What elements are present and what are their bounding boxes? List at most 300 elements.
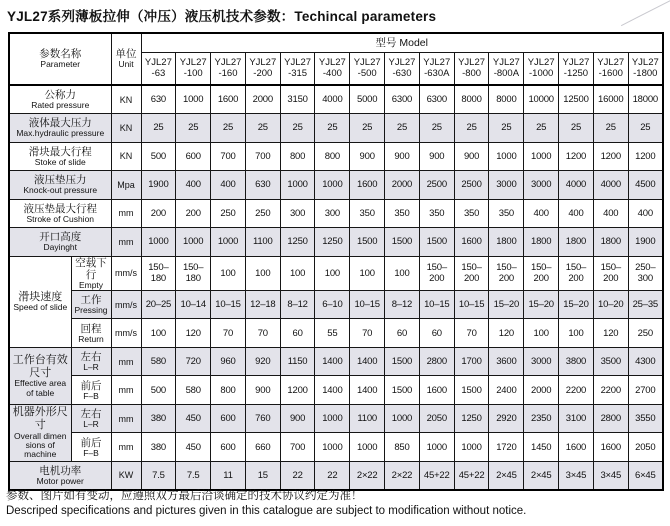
value-cell: 15 — [245, 461, 280, 490]
value-cell: 2000 — [385, 171, 420, 200]
value-cell: 120 — [176, 319, 211, 348]
value-cell: 1500 — [350, 228, 385, 257]
model-name-suffix: -200 — [253, 68, 273, 80]
value-cell: 1000 — [176, 228, 211, 257]
value-cell: 450 — [176, 404, 211, 433]
value-cell: 2×22 — [385, 461, 420, 490]
value-cell: 3×45 — [559, 461, 594, 490]
value-cell: 700 — [245, 142, 280, 171]
value-cell: 10–15 — [211, 290, 246, 319]
model-name-prefix: YJL27 — [597, 56, 625, 68]
unit-cell: mm — [111, 376, 141, 405]
table-row — [9, 461, 663, 490]
group-label-cell — [9, 347, 71, 404]
model-name-prefix: YJL27 — [284, 56, 312, 68]
value-cell: 25 — [176, 114, 211, 143]
value-cell: 200 — [141, 199, 176, 228]
value-cell: 600 — [176, 142, 211, 171]
footnote — [6, 489, 526, 519]
parameter-label-cell — [9, 171, 111, 200]
value-cell: 2700 — [628, 376, 663, 405]
sub-label-cell — [71, 433, 111, 462]
model-name-prefix: YJL27 — [353, 56, 381, 68]
sub-label-cell — [71, 319, 111, 348]
value-cell: 3100 — [559, 404, 594, 433]
value-cell: 400 — [559, 199, 594, 228]
model-name-cell — [211, 52, 246, 85]
label-en: Overall dimen sions of machine — [14, 430, 67, 460]
model-name-prefix: YJL27 — [179, 56, 207, 68]
table-header — [9, 33, 663, 85]
value-cell: 1200 — [593, 142, 628, 171]
value-cell: 1200 — [559, 142, 594, 171]
model-name-suffix: -1800 — [633, 68, 658, 80]
model-name-cell — [559, 52, 594, 85]
value-cell: 600 — [211, 404, 246, 433]
model-name-suffix: -1600 — [598, 68, 623, 80]
value-cell: 2800 — [593, 404, 628, 433]
label-cn: 前后 — [80, 436, 102, 449]
value-cell: 3550 — [628, 404, 663, 433]
model-name-suffix: -160 — [218, 68, 238, 80]
value-cell: 300 — [315, 199, 350, 228]
value-cell: 120 — [489, 319, 524, 348]
value-cell: 500 — [141, 142, 176, 171]
value-cell: 2×45 — [524, 461, 559, 490]
model-name-prefix: YJL27 — [458, 56, 486, 68]
value-cell: 25 — [628, 114, 663, 143]
value-cell: 16000 — [593, 85, 628, 114]
value-cell: 1450 — [524, 433, 559, 462]
value-cell: 60 — [419, 319, 454, 348]
value-cell: 1800 — [489, 228, 524, 257]
label-en: F–B — [83, 447, 99, 458]
value-cell: 25 — [245, 114, 280, 143]
label-cn: 左右 — [80, 351, 102, 364]
model-header-cell — [141, 33, 663, 52]
value-cell: 200 — [176, 199, 211, 228]
model-name-cell — [176, 52, 211, 85]
table-row — [9, 347, 663, 376]
value-cell: 25–35 — [628, 290, 663, 319]
value-cell: 1000 — [211, 228, 246, 257]
label-cn: 机器外形尺寸 — [12, 406, 68, 431]
label-en: Stroke of Cushion — [26, 213, 95, 224]
sub-label-cell — [71, 347, 111, 376]
model-header-label: 型号 Model — [375, 37, 428, 50]
value-cell: 1250 — [454, 404, 489, 433]
value-cell: 25 — [315, 114, 350, 143]
value-cell: 100 — [315, 256, 350, 290]
value-cell: 1000 — [280, 171, 315, 200]
value-cell: 4000 — [593, 171, 628, 200]
label-cn: 工作台有效尺寸 — [12, 353, 68, 379]
sub-label-cell — [71, 376, 111, 405]
value-cell: 3500 — [593, 347, 628, 376]
value-cell: 25 — [280, 114, 315, 143]
label-en: Return — [78, 333, 104, 344]
model-name-cell — [454, 52, 489, 85]
unit-cell: mm — [111, 199, 141, 228]
value-cell: 25 — [524, 114, 559, 143]
value-cell: 1000 — [385, 404, 420, 433]
value-cell: 70 — [245, 319, 280, 348]
label-cn: 滑块速度 — [18, 290, 63, 303]
value-cell: 1800 — [524, 228, 559, 257]
unit-cell: mm/s — [111, 256, 141, 290]
model-name-cell — [315, 52, 350, 85]
value-cell: 900 — [280, 404, 315, 433]
model-name-suffix: -400 — [322, 68, 342, 80]
value-cell: 350 — [454, 199, 489, 228]
value-cell: 1700 — [454, 347, 489, 376]
table-row — [9, 114, 663, 143]
label-en: Speed of slide — [13, 302, 68, 313]
value-cell: 1800 — [593, 228, 628, 257]
model-name-prefix: YJL27 — [214, 56, 242, 68]
label-cn: 空载下行 — [75, 256, 107, 281]
label-cn: 液压垫最大行程 — [23, 202, 97, 215]
parameter-label-cell — [9, 114, 111, 143]
model-name-suffix: -630A — [424, 68, 450, 80]
value-cell: 1500 — [385, 228, 420, 257]
label-cn: 工作 — [80, 294, 102, 307]
table-row — [9, 142, 663, 171]
footnote-cn: 参数、图片如有变动，应遵照双方最后洽谈确定的技术协议约定为准！ — [6, 490, 363, 502]
label-cn: 回程 — [80, 322, 102, 335]
value-cell: 2000 — [524, 376, 559, 405]
model-name-prefix: YJL27 — [562, 56, 590, 68]
unit-cell: KN — [111, 85, 141, 114]
value-cell: 150–180 — [141, 256, 176, 290]
value-cell: 10–15 — [454, 290, 489, 319]
page-title: YJL27系列薄板拉伸（冲压）液压机技术参数：Techincal parameters — [7, 9, 437, 24]
value-cell: 70 — [211, 319, 246, 348]
parameter-label-cell — [9, 199, 111, 228]
value-cell: 850 — [385, 433, 420, 462]
value-cell: 25 — [385, 114, 420, 143]
value-cell: 22 — [280, 461, 315, 490]
value-cell: 350 — [419, 199, 454, 228]
value-cell: 1800 — [559, 228, 594, 257]
value-cell: 10–20 — [593, 290, 628, 319]
value-cell: 1000 — [141, 228, 176, 257]
value-cell: 1400 — [315, 347, 350, 376]
value-cell: 380 — [141, 404, 176, 433]
value-cell: 500 — [141, 376, 176, 405]
parameter-header-cell — [9, 33, 111, 85]
value-cell: 250–300 — [628, 256, 663, 290]
value-cell: 100 — [141, 319, 176, 348]
value-cell: 1000 — [315, 433, 350, 462]
label-cn: 滑块最大行程 — [28, 145, 92, 158]
value-cell: 12500 — [559, 85, 594, 114]
model-name-suffix: -500 — [357, 68, 377, 80]
value-cell: 300 — [280, 199, 315, 228]
value-cell: 1200 — [280, 376, 315, 405]
table-row — [9, 319, 663, 348]
group-label-cell — [9, 404, 71, 461]
unit-cell: mm/s — [111, 319, 141, 348]
value-cell: 2800 — [419, 347, 454, 376]
value-cell: 11 — [211, 461, 246, 490]
value-cell: 60 — [280, 319, 315, 348]
model-name-prefix: YJL27 — [144, 56, 172, 68]
value-cell: 2920 — [489, 404, 524, 433]
model-name-prefix: YJL27 — [492, 56, 520, 68]
model-name-cell — [628, 52, 663, 85]
label-cn: 公称力 — [44, 88, 76, 101]
unit-cell: KN — [111, 142, 141, 171]
value-cell: 20–25 — [141, 290, 176, 319]
value-cell: 1000 — [454, 433, 489, 462]
unit-cell: Mpa — [111, 171, 141, 200]
model-name-cell — [419, 52, 454, 85]
label-en: L–R — [83, 362, 99, 373]
value-cell: 1250 — [315, 228, 350, 257]
model-name-prefix: YJL27 — [631, 56, 659, 68]
value-cell: 380 — [141, 433, 176, 462]
value-cell: 7.5 — [176, 461, 211, 490]
unit-cell: KN — [111, 114, 141, 143]
value-cell: 1600 — [419, 376, 454, 405]
value-cell: 1000 — [489, 142, 524, 171]
value-cell: 100 — [559, 319, 594, 348]
value-cell: 6–10 — [315, 290, 350, 319]
group-label-cell — [9, 256, 71, 347]
value-cell: 800 — [211, 376, 246, 405]
value-cell: 45+22 — [419, 461, 454, 490]
label-cn: 电机功率 — [39, 464, 82, 477]
label-en: Stoke of slide — [34, 156, 86, 167]
value-cell: 1000 — [419, 433, 454, 462]
value-cell: 400 — [628, 199, 663, 228]
value-cell: 350 — [489, 199, 524, 228]
unit-cell: mm — [111, 347, 141, 376]
value-cell: 960 — [211, 347, 246, 376]
value-cell: 25 — [489, 114, 524, 143]
value-cell: 4000 — [559, 171, 594, 200]
table-row — [9, 85, 663, 114]
value-cell: 1600 — [559, 433, 594, 462]
value-cell: 2×45 — [489, 461, 524, 490]
value-cell: 3×45 — [593, 461, 628, 490]
model-name-cell — [524, 52, 559, 85]
value-cell: 100 — [385, 256, 420, 290]
model-name-prefix: YJL27 — [249, 56, 277, 68]
label-en: Pressing — [74, 305, 108, 316]
value-cell: 7.5 — [141, 461, 176, 490]
value-cell: 2500 — [419, 171, 454, 200]
value-cell: 6×45 — [628, 461, 663, 490]
value-cell: 70 — [350, 319, 385, 348]
value-cell: 1000 — [524, 142, 559, 171]
value-cell: 18000 — [628, 85, 663, 114]
value-cell: 15–20 — [489, 290, 524, 319]
value-cell: 2200 — [593, 376, 628, 405]
value-cell: 900 — [245, 376, 280, 405]
table-row — [9, 171, 663, 200]
label-cn: 液压垫压力 — [34, 174, 87, 187]
value-cell: 10–15 — [350, 290, 385, 319]
value-cell: 250 — [628, 319, 663, 348]
table-row — [9, 376, 663, 405]
label-cn: 液体最大压力 — [28, 117, 92, 130]
model-name-suffix: -630 — [392, 68, 412, 80]
value-cell: 3000 — [489, 171, 524, 200]
value-cell: 100 — [350, 256, 385, 290]
label-en: Effective area of table — [14, 378, 67, 398]
value-cell: 2400 — [489, 376, 524, 405]
parameter-label-cell — [9, 85, 111, 114]
value-cell: 22 — [315, 461, 350, 490]
footnote-en: Descriped specifications and pictures given in this catalogue are subject to modification without notice. — [6, 504, 527, 517]
value-cell: 55 — [315, 319, 350, 348]
model-name-cell — [350, 52, 385, 85]
value-cell: 150–200 — [524, 256, 559, 290]
value-cell: 2500 — [454, 171, 489, 200]
value-cell: 1500 — [454, 376, 489, 405]
value-cell: 600 — [211, 433, 246, 462]
model-name-suffix: -315 — [288, 68, 308, 80]
value-cell: 3800 — [559, 347, 594, 376]
unit-cell: mm — [111, 228, 141, 257]
unit-header-en: Unit — [118, 59, 134, 70]
value-cell: 8–12 — [280, 290, 315, 319]
value-cell: 920 — [245, 347, 280, 376]
value-cell: 6300 — [385, 85, 420, 114]
model-name-cell — [245, 52, 280, 85]
value-cell: 8–12 — [385, 290, 420, 319]
model-name-prefix: YJL27 — [318, 56, 346, 68]
value-cell: 580 — [176, 376, 211, 405]
value-cell: 580 — [141, 347, 176, 376]
value-cell: 3000 — [524, 171, 559, 200]
value-cell: 800 — [280, 142, 315, 171]
value-cell: 1900 — [141, 171, 176, 200]
value-cell: 1500 — [385, 376, 420, 405]
value-cell: 630 — [141, 85, 176, 114]
value-cell: 15–20 — [524, 290, 559, 319]
value-cell: 1720 — [489, 433, 524, 462]
value-cell: 150–200 — [593, 256, 628, 290]
value-cell: 1000 — [315, 171, 350, 200]
table-row — [9, 290, 663, 319]
value-cell: 400 — [524, 199, 559, 228]
value-cell: 12–18 — [245, 290, 280, 319]
value-cell: 1600 — [350, 171, 385, 200]
value-cell: 10–14 — [176, 290, 211, 319]
table-row — [9, 433, 663, 462]
label-cn: 左右 — [80, 408, 102, 421]
table-row — [9, 228, 663, 257]
sub-label-cell — [71, 290, 111, 319]
label-en: Dayinght — [43, 242, 78, 253]
params-tbody — [9, 85, 663, 490]
parameter-label-cell — [9, 461, 111, 490]
value-cell: 150–200 — [559, 256, 594, 290]
model-name-prefix: YJL27 — [423, 56, 451, 68]
corner-watermark-line — [621, 0, 670, 26]
value-cell: 900 — [454, 142, 489, 171]
sub-label-cell — [71, 404, 111, 433]
value-cell: 8000 — [454, 85, 489, 114]
table-row — [9, 404, 663, 433]
value-cell: 760 — [245, 404, 280, 433]
value-cell: 100 — [245, 256, 280, 290]
value-cell: 6300 — [419, 85, 454, 114]
value-cell: 25 — [593, 114, 628, 143]
unit-cell: mm/s — [111, 290, 141, 319]
value-cell: 2050 — [419, 404, 454, 433]
model-name-prefix: YJL27 — [527, 56, 555, 68]
value-cell: 900 — [350, 142, 385, 171]
value-cell: 350 — [350, 199, 385, 228]
value-cell: 100 — [280, 256, 315, 290]
value-cell: 800 — [315, 142, 350, 171]
value-cell: 1000 — [350, 433, 385, 462]
model-name-suffix: -63 — [151, 68, 166, 80]
parameter-header-cn: 参数名称 — [39, 48, 82, 61]
value-cell: 4300 — [628, 347, 663, 376]
model-name-prefix: YJL27 — [388, 56, 416, 68]
sub-label-cell — [71, 256, 111, 290]
value-cell: 250 — [211, 199, 246, 228]
value-cell: 1000 — [315, 404, 350, 433]
value-cell: 1900 — [628, 228, 663, 257]
value-cell: 1000 — [176, 85, 211, 114]
label-en: Rated pressure — [31, 99, 90, 110]
label-en: Empty — [78, 279, 104, 290]
value-cell: 45+22 — [454, 461, 489, 490]
parameter-label-cell — [9, 228, 111, 257]
value-cell: 3150 — [280, 85, 315, 114]
unit-cell: mm — [111, 404, 141, 433]
value-cell: 1600 — [211, 85, 246, 114]
value-cell: 100 — [211, 256, 246, 290]
value-cell: 60 — [385, 319, 420, 348]
parameter-header-en: Parameter — [40, 59, 81, 70]
value-cell: 120 — [593, 319, 628, 348]
value-cell: 4000 — [315, 85, 350, 114]
value-cell: 25 — [559, 114, 594, 143]
value-cell: 900 — [385, 142, 420, 171]
model-name-cell — [280, 52, 315, 85]
value-cell: 8000 — [489, 85, 524, 114]
value-cell: 25 — [454, 114, 489, 143]
value-cell: 1200 — [628, 142, 663, 171]
model-name-cell — [593, 52, 628, 85]
value-cell: 2200 — [559, 376, 594, 405]
value-cell: 3600 — [489, 347, 524, 376]
value-cell: 2×22 — [350, 461, 385, 490]
value-cell: 400 — [593, 199, 628, 228]
unit-header-cell — [111, 33, 141, 85]
value-cell: 1100 — [245, 228, 280, 257]
value-cell: 1400 — [350, 347, 385, 376]
label-en: F–B — [83, 390, 99, 401]
table-row — [9, 256, 663, 290]
value-cell: 100 — [524, 319, 559, 348]
value-cell: 10–15 — [419, 290, 454, 319]
value-cell: 150–200 — [489, 256, 524, 290]
value-cell: 150–200 — [454, 256, 489, 290]
value-cell: 2000 — [245, 85, 280, 114]
model-name-cell — [141, 52, 176, 85]
value-cell: 5000 — [350, 85, 385, 114]
value-cell: 25 — [211, 114, 246, 143]
value-cell: 150–200 — [419, 256, 454, 290]
